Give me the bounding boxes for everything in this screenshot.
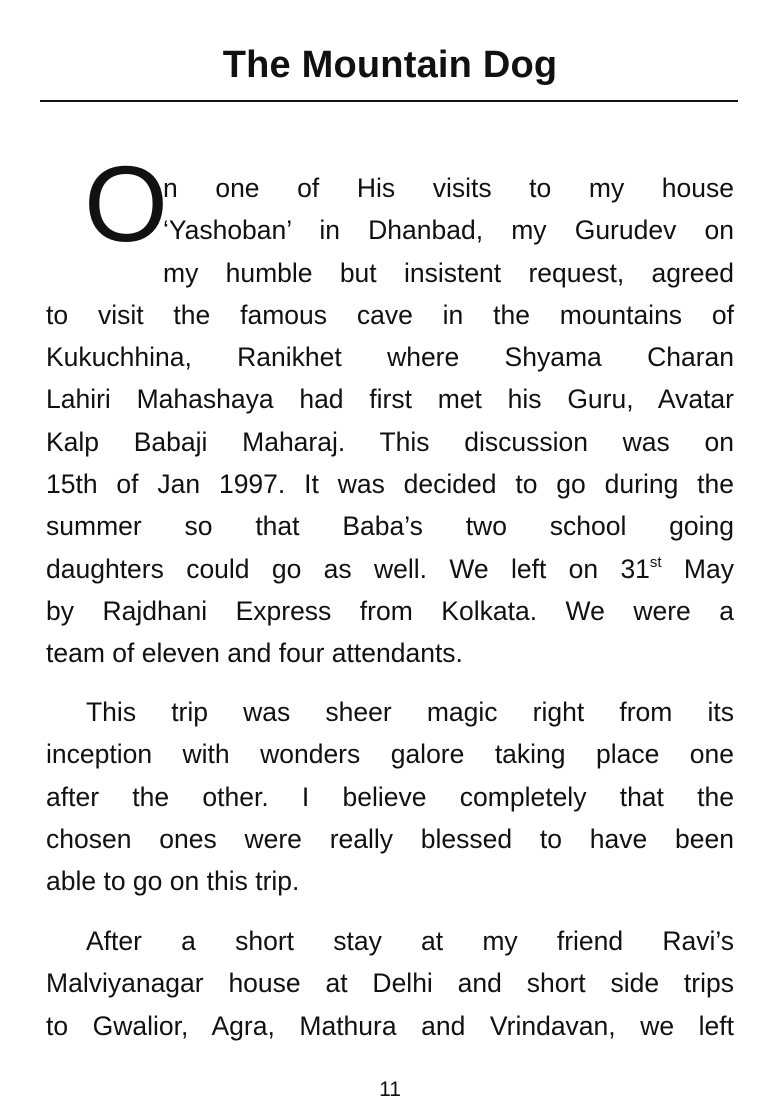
title-rule <box>40 100 738 102</box>
paragraph-3 <box>46 920 734 1047</box>
text-segment: daughters could go as well. We left on 31 <box>46 553 650 584</box>
text-segment: May <box>661 553 734 584</box>
text-line: ‘Yashoban’ in Dhanbad, my Gurudev on <box>163 215 734 246</box>
text-line: 15th of Jan 1997. It was decided to go during the <box>46 469 734 500</box>
text-line: to Gwalior, Agra, Mathura and Vrindavan, we left <box>46 1010 734 1041</box>
text-line: Malviyanagar house at Delhi and short side trips <box>46 968 734 999</box>
text-line: team of eleven and four attendants. <box>46 638 463 669</box>
text-line: by Rajdhani Express from Kolkata. We were a <box>46 595 734 626</box>
text-line: Lahiri Mahashaya had first met his Guru, Avatar <box>46 384 734 415</box>
paragraph-1 <box>46 167 734 675</box>
text-line: able to go on this trip. <box>46 866 300 897</box>
page-number: 11 <box>379 1078 401 1101</box>
text-line: my humble but insistent request, agreed <box>163 257 734 288</box>
text-line: Kalp Babaji Maharaj. This discussion was on <box>46 426 734 457</box>
drop-cap: O <box>84 143 169 264</box>
chapter-title: The Mountain Dog <box>222 44 558 86</box>
text-line: After a short stay at my friend Ravi’s <box>86 926 734 956</box>
text-line: summer so that Baba’s two school going <box>46 511 734 542</box>
paragraph-2 <box>46 691 734 902</box>
text-line: inception with wonders galore taking place one <box>46 739 734 770</box>
text-line: chosen ones were really blessed to have been <box>46 823 734 854</box>
text-line <box>46 548 734 590</box>
superscript: st <box>649 553 662 571</box>
text-line: n one of His visits to my house <box>163 173 734 203</box>
text-line: Kukuchhina, Ranikhet where Shyama Charan <box>46 342 734 373</box>
text-line: to visit the famous cave in the mountains of <box>46 299 734 330</box>
text-line: This trip was sheer magic right from its <box>86 697 734 727</box>
text-line: after the other. I believe completely that the <box>46 781 734 812</box>
